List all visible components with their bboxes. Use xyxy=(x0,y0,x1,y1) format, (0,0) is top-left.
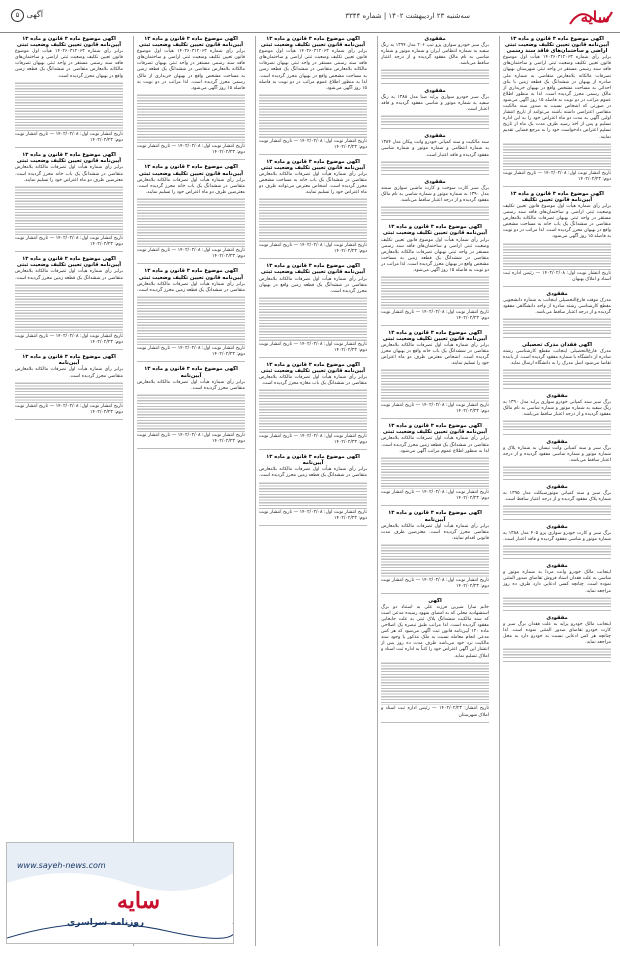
notice-signature: تاریخ انتشار نوبت اول: ۱۴۰۲/۰۲/۰۸ — تاریخ انتشار نوبت دوم: ۱۴۰۲/۰۲/۲۳ xyxy=(259,138,367,150)
column-2 xyxy=(377,36,492,946)
notice-text: مدرک فارغ‌التحصیلی اینجانب مقطع کارشناسی رشته صادره از دانشگاه با شماره مفقود گردیده است. از یابنده تقاضا می‌شود اصل مدرک را به دانشگاه ارسال نماید. xyxy=(503,348,611,367)
notice-title: آگهی موضوع ماده ۳ قانون و ماده ۱۳ آیین‌نامه قانون تعیین تکلیف وضعیت ثبتی xyxy=(138,36,244,49)
ad-paper-name: روزنامه سراسری xyxy=(67,918,145,928)
notice-block xyxy=(503,342,611,389)
notice-title: آگهی موضوع ماده ۳ قانون و ماده ۱۳ آیین‌نامه قانون تعیین تکلیف xyxy=(510,190,604,203)
notice-block xyxy=(15,256,123,350)
column-3 xyxy=(255,36,370,946)
notice-signature: تاریخ انتشار نوبت اول: ۱۴۰۲/۰۲/۰۸ — رئیس اداره ثبت اسناد و املاک بهبهان xyxy=(503,270,611,282)
notice-text-lines xyxy=(381,114,489,125)
notice-text: برابر رأی شماره هیأت اول تصرفات مالکانه بلامعارض متقاضی در ششدانگ یک باب خانه واقع در بهبهان محرز گردیده است. اشخاص معترض ظرف دو ماه اعتراض خود را تسلیم نمایند. xyxy=(381,343,489,367)
notice-text-lines xyxy=(259,296,367,341)
notice-text: اینجانب مالک خودرو وانت مزدا به شماره موتور و شاسی به علت فقدان اسناد فروش تقاضای صدور المثنی نموده است. چنانچه کسی ادعایی دارد ظرف ده روز مراجعه نماید. xyxy=(503,570,611,594)
notice-block xyxy=(503,439,611,481)
notice-signature: تاریخ انتشار نوبت اول: ۱۴۰۲/۰۲/۰۸ — تاریخ انتشار نوبت دوم: ۱۴۰۲/۰۲/۲۳ xyxy=(381,403,489,415)
notice-title: آگهی موضوع ماده ۳ قانون و ماده ۱۳ آیین‌نامه قانون تعیین تکلیف وضعیت ثبتی xyxy=(16,256,122,269)
notice-block xyxy=(137,164,245,264)
notice-title: مفقودی xyxy=(546,393,568,400)
notice-block xyxy=(503,615,611,663)
notice-title: آگهی موضوع ماده ۳ قانون و ماده ۱۳ آیین‌نامه قانون تعیین تکلیف وضعیت ثبتی xyxy=(138,268,244,281)
notice-text-lines xyxy=(503,317,611,334)
notice-block xyxy=(503,484,611,519)
notice-block xyxy=(381,330,489,419)
notice-text: برابر رأی شماره هیأت اول تصرفات مالکانه بلامعارض متقاضی در ششدانگ یک باب خانه به مساحت مشخص محرز گردیده است. اشخاص معترض می‌توانند ظرف دو ماه اعتراض خود را تسلیم نمایند. xyxy=(259,172,367,196)
notice-signature: تاریخ انتشار نوبت اول: ۱۴۰۲/۰۲/۰۸ — تاریخ انتشار نوبت دوم: ۱۴۰۲/۰۲/۲۳ xyxy=(15,236,123,248)
notice-text: مدرک موقت فارغ‌التحصیلی اینجانب به شماره دانشجویی مقطع کارشناسی رشته صادره از واحد دانشگاهی مفقود گردیده و از درجه اعتبار ساقط می‌باشد. xyxy=(503,297,611,315)
notice-signature: تاریخ انتشار نوبت اول: ۱۴۰۲/۰۲/۰۸ — تاریخ انتشار نوبت دوم: ۱۴۰۲/۰۲/۲۳ xyxy=(15,334,123,346)
notice-signature: تاریخ انتشار نوبت اول: ۱۴۰۲/۰۲/۰۸ — تاریخ انتشار نوبت دوم: ۱۴۰۲/۰۲/۲۳ xyxy=(15,404,123,416)
notice-block xyxy=(503,524,611,559)
notice-text: برابر رأی شماره هیأت اول تصرفات مالکانه بلامعارض متقاضی در ششدانگ یک باب خانه محرز گردیده است. معترضین ظرف دو ماه اعتراض خود را تسلیم نمایند. xyxy=(137,177,245,195)
notice-title: آگهی موضوع ماده ۳ قانون و ماده ۱۳ آیین‌نامه قانون تعیین تکلیف وضعیت ثبتی xyxy=(382,224,488,237)
notice-text: برابر رأی شماره هیأت اول تصرفات مالکانه بلامعارض متقاضی در ششدانگ یک قطعه زمین محرز گردیده است. xyxy=(137,281,245,293)
notice-text: برگ سبز خودرو سواری پراید صبا مدل ۱۳۸۸ به رنگ سفید به شماره موتور و شاسی مفقود گردیده و فاقد اعتبار است. xyxy=(381,94,489,112)
column-1 xyxy=(499,36,614,946)
notice-block xyxy=(381,133,489,175)
page-header xyxy=(0,0,620,33)
notice-text-lines xyxy=(259,388,367,433)
notice-text: برابر رأی شماره هیأت اول تصرفات مالکانه بلامعارض متقاضی محرز گردیده است. xyxy=(137,379,245,391)
notice-text: برابر رأی شماره ۱۴۰۲۶۰۳۱۲۰۶۳ هیأت اول موضوع قانون تعیین تکلیف وضعیت ثبتی اراضی و ساختمان‌های فاقد سند رسمی مستقر در واحد ثبتی بهبهان تصرفات مالکانه بلامعارض متقاضی در ششدانگ یک قطعه زمین به مساحت مشخص واقع در بهبهان محرز گردیده است. لذا به منظور اطلاع عموم مراتب در دو نوبت به فاصله ۱۵ روز آگهی می‌شود. xyxy=(259,49,367,91)
notice-text-lines xyxy=(503,142,611,170)
notice-text-lines xyxy=(259,93,367,138)
notice-block xyxy=(381,510,489,593)
notice-title: آگهی موضوع ماده ۳ قانون و ماده ۱۳ آیین‌نامه قانون تعیین تکلیف وضعیت ثبتی xyxy=(16,36,122,49)
notice-block xyxy=(259,36,367,155)
notice-block xyxy=(259,454,367,526)
notice-title: مفقودی xyxy=(546,614,568,621)
notice-title: آگهی xyxy=(428,597,442,604)
notice-block xyxy=(381,36,489,84)
notice-signature: تاریخ انتشار نوبت اول: ۱۴۰۲/۰۲/۰۸ — تاریخ انتشار نوبت دوم: ۱۴۰۲/۰۲/۲۳ xyxy=(137,432,245,445)
notice-block xyxy=(15,36,123,148)
page-label xyxy=(8,9,43,22)
notice-text-lines xyxy=(259,197,367,242)
notice-text-lines xyxy=(381,456,489,490)
notice-signature: تاریخ انتشار نوبت اول: ۱۴۰۲/۰۲/۰۸ — تاریخ انتشار نوبت دوم: ۱۴۰۲/۰۲/۲۳ xyxy=(503,170,611,182)
notice-block xyxy=(381,598,489,723)
page-number: ۵ xyxy=(11,9,24,22)
notice-text-lines xyxy=(503,544,611,555)
notice-title: آگهی موضوع ماده ۳ قانون و ماده ۱۳ آیین‌نامه xyxy=(22,354,116,367)
notice-block xyxy=(15,354,123,420)
notice-text: برگ سبز و کارت خودرو سواری پژو ۴۰۵ مدل ۱۳۸۸ به شماره موتور و شاسی مفقود گردیده و فاقد اعتبار است. xyxy=(503,530,611,542)
notice-title: مفقودی xyxy=(546,563,568,570)
notice-signature: تاریخ انتشار نوبت اول: ۱۴۰۲/۰۲/۰۸ — تاریخ انتشار نوبت دوم: ۱۴۰۲/۰۲/۲۳ xyxy=(259,341,367,353)
notice-title: مفقودی xyxy=(424,87,446,94)
notice-block xyxy=(137,268,245,362)
ad-website: www.sayeh-news.com xyxy=(17,861,106,870)
notice-text: برگ سبز خودرو سواری پژو تیپ ۲۰۶ مدل ۱۳۹۴ به رنگ سفید به شماره انتظامی ایران و شماره موتور و شماره شاسی به نام مالک مفقود گردیده و از درجه اعتبار ساقط می‌باشد. xyxy=(381,43,489,67)
notice-block xyxy=(259,159,367,260)
notice-title: آگهی فقدان مدرک تحصیلی xyxy=(521,341,592,348)
notice-block xyxy=(15,152,123,252)
notice-title: آگهی موضوع ماده ۳ قانون و ماده ۱۳ آیین‌نامه قانون تعیین تکلیف وضعیت ثبتی xyxy=(382,423,488,436)
notice-block xyxy=(259,263,367,357)
newspaper-ad xyxy=(6,842,234,944)
page-label-text: آگهی xyxy=(26,10,43,19)
notice-text: برابر رأی شماره هیأت اول تصرفات مالکانه بلامعارض متقاضی در ششدانگ یک قطعه زمین واقع در بهبهان محرز گردیده است. xyxy=(259,276,367,294)
notice-signature: تاریخ انتشار نوبت اول: ۱۴۰۲/۰۲/۰۸ — تاریخ انتشار نوبت دوم: ۱۴۰۲/۰۲/۲۳ xyxy=(381,490,489,502)
notice-text-lines xyxy=(381,160,489,171)
notice-text-lines xyxy=(503,596,611,607)
notice-text: برابر رأی شماره هیأت اول تصرفات مالکانه بلامعارض متقاضی در ششدانگ یک قطعه زمین محرز گردیده است. xyxy=(15,269,123,281)
notice-block xyxy=(503,563,611,611)
notice-text-lines xyxy=(137,93,245,143)
notice-block xyxy=(503,393,611,435)
notice-text: برگ سبز و سند کمپانی وانت نیسان به شماره پلاک و شماره موتور و شماره شاسی مفقود گردیده و از درجه اعتبار ساقط می‌باشد. xyxy=(503,445,611,463)
notice-text-lines xyxy=(137,393,245,432)
notice-signature: تاریخ انتشار نوبت اول: ۱۴۰۲/۰۲/۰۸ — تاریخ انتشار نوبت دوم: ۱۴۰۲/۰۲/۲۳ xyxy=(381,577,489,589)
brand-logo-text: سایه xyxy=(580,8,610,26)
notice-block xyxy=(137,366,245,449)
notice-text-lines xyxy=(503,368,611,385)
notice-text: برابر رأی شماره هیأت اول تصرفات مالکانه بلامعارض متقاضی محرز گردیده است. xyxy=(15,367,123,379)
notice-text: برگ سبز کارت سوخت و کارت ماشین سواری سمند مدل ۱۳۹۰ به شماره موتور و شماره شاسی به نام مالک مفقود گردیده و از درجه اعتبار ساقط می‌باشد. xyxy=(381,185,489,204)
notice-title: آگهی موضوع ماده ۳ قانون و ماده ۱۳ آیین‌نامه xyxy=(266,454,360,467)
notice-title: آگهی موضوع ماده ۳ قانون و ماده ۱۳ آیین‌نامه xyxy=(388,510,482,523)
notice-block xyxy=(381,179,489,221)
notice-title: مفقودی xyxy=(424,133,446,140)
column-5 xyxy=(12,36,126,946)
notice-text: برابر رأی شماره ۱۴۰۲۶۰۳۱۲۰۶۳ هیأت اول موضوع قانون تعیین تکلیف وضعیت ثبتی اراضی و ساختمان‌های فاقد سند رسمی مستقر در واحد ثبتی بهبهان تصرفات مالکانه بلامعارض متقاضی در ششدانگ یک قطعه زمین به مساحت مشخص واقع در بهبهان خریداری از مالک رسمی محرز گردیده است. لذا مراتب در دو نوبت به فاصله ۱۵ روز آگهی می‌شود. xyxy=(137,49,245,91)
issue-date: سه‌شنبه ۲۳ اردیبهشت ۱۴۰۲ | شماره ۳۳۴۴ xyxy=(345,12,470,20)
notice-text-lines xyxy=(503,419,611,430)
notice-block xyxy=(381,423,489,506)
notice-title: آگهی موضوع ماده ۳ قانون و ماده ۱۳ آیین‌نامه قانون تعیین تکلیف وضعیت ثبتی اراضی و ساختمان‌های فاقد سند رسمی xyxy=(504,36,610,55)
notice-text: برابر رأی شماره ۱۴۰۲۶۰۳۱۲۰۶۳ هیأت اول موضوع قانون تعیین تکلیف وضعیت ثبتی اراضی و ساختمان‌های فاقد سند رسمی مستقر در واحد ثبتی بهبهان تصرفات مالکانه بلامعارض متقاضی در ششدانگ یک قطعه زمین واقع در بهبهان محرز گردیده است. xyxy=(15,49,123,79)
notice-title: آگهی موضوع ماده ۳ قانون و ماده ۱۳ آیین‌نامه قانون تعیین تکلیف وضعیت ثبتی xyxy=(260,158,366,171)
notice-signature: تاریخ انتشار نوبت اول: ۱۴۰۲/۰۲/۰۸ — تاریخ انتشار نوبت دوم: ۱۴۰۲/۰۲/۲۳ xyxy=(137,248,245,260)
notice-block xyxy=(381,88,489,130)
notice-text: برابر رأی شماره هیأت اول تصرفات مالکانه بلامعارض متقاضی در ششدانگ یک قطعه زمین محرز گردیده است. لذا به منظور اطلاع عموم مراتب آگهی می‌شود. xyxy=(381,436,489,454)
notice-title: آگهی موضوع ماده ۳ قانون و ماده ۱۳ آیین‌نامه قانون تعیین تکلیف وضعیت ثبتی xyxy=(16,152,122,165)
notice-text-lines xyxy=(15,185,123,235)
notice-title: مفقودی xyxy=(546,290,568,297)
notice-text-lines xyxy=(503,647,611,658)
notice-text-lines xyxy=(503,242,611,270)
notice-signature: تاریخ انتشار نوبت اول: ۱۴۰۲/۰۲/۰۸ — تاریخ انتشار نوبت دوم: ۱۴۰۲/۰۲/۲۳ xyxy=(381,309,489,321)
notice-title: مفقودی xyxy=(546,484,568,491)
notice-text-lines xyxy=(15,81,123,131)
notice-text: اینجانب مالک خودرو پراید به علت فقدان برگ سبز و کارت خودرو تقاضای صدور المثنی نموده است. لذا چنانچه هر کس ادعایی نسبت به خودرو دارد به محل مراجعه نماید. xyxy=(503,621,611,646)
notice-text-lines xyxy=(381,368,489,402)
notice-text-lines xyxy=(381,543,489,577)
notice-text: خانم سارا شیرین فرزند علی به استناد دو برگ استشهادیه محلی که به امضای شهود رسیده مدعی است که سند مالکیت ششدانگ پلاک ثبتی به علت جابجایی مفقود گردیده است. لذا مراتب طبق تبصره یک اصلاحی ماده ۱۲۰ آیین‌نامه قانون ثبت آگهی می‌شود که هر کس مدعی انجام معامله نسبت به ملک مذکور یا وجود سند مالکیت نزد خود می‌باشد ظرف مدت ده روز پس از انتشار این آگهی اعتراض خود را کتباً به اداره ثبت اسناد و املاک تسلیم نماید. xyxy=(381,604,489,659)
notice-text: برابر رأی شماره هیأت اول موضوع قانون تعیین تکلیف وضعیت ثبتی اراضی و ساختمان‌های فاقد سند رسمی مستقر در واحد ثبتی بهبهان تصرفات مالکانه بلامعارض متقاضی در ششدانگ یک قطعه زمین به مساحت مشخص واقع در بهبهان محرز گردیده است. لذا مراتب در دو نوبت به فاصله ۱۵ روز آگهی می‌شود. xyxy=(381,237,489,273)
notice-block xyxy=(503,191,611,287)
notice-text: برابر رأی شماره هیأت اول تصرفات مالکانه بلامعارض متقاضی در ششدانگ یک باب خانه محرز گردیده است. معترضین ظرف دو ماه اعتراض خود را تسلیم نمایند. xyxy=(15,165,123,183)
notice-title: مفقودی xyxy=(424,36,446,42)
notice-text: برابر رأی شماره هیأت اول تصرفات مالکانه بلامعارض متقاضی در ششدانگ یک باب مغازه محرز گردیده است. xyxy=(259,375,367,387)
notice-text-lines xyxy=(381,205,489,216)
notice-block xyxy=(381,224,489,326)
notice-text-lines xyxy=(137,295,245,345)
ad-logo: سایه xyxy=(117,888,161,914)
notice-title: آگهی موضوع ماده ۳ قانون و ماده ۱۳ آیین‌نامه قانون تعیین تکلیف وضعیت ثبتی xyxy=(382,329,488,342)
notice-text: سند مالکیت و سند کمپانی خودرو وانت پیکان مدل ۱۳۸۴ به شماره انتظامی و شماره موتور و شماره شاسی مفقود گردیده و فاقد اعتبار است. xyxy=(381,140,489,158)
notice-columns xyxy=(6,36,614,946)
notice-signature: تاریخ انتشار نوبت اول: ۱۴۰۲/۰۲/۰۸ — تاریخ انتشار نوبت دوم: ۱۴۰۲/۰۲/۲۳ xyxy=(259,243,367,255)
notice-block xyxy=(503,36,611,187)
notice-title: مفقودی xyxy=(546,523,568,530)
notice-title: آگهی موضوع ماده ۳ قانون و ماده ۱۳ آیین‌نامه قانون تعیین تکلیف وضعیت ثبتی xyxy=(138,164,244,177)
notice-text-lines xyxy=(381,68,489,79)
notice-text: برگ سبز و سند کمپانی موتورسیکلت مدل ۱۳۹۵ به شماره پلاک مفقود گردیده و از درجه اعتبار ساقط است. xyxy=(503,491,611,503)
notice-block xyxy=(137,36,245,160)
notice-text: برابر رأی شماره ۱۴۰۲۶۰۳۱۲۰۶۳ هیأت اول موضوع قانون تعیین تکلیف وضعیت ثبتی اراضی و ساختمان‌های فاقد سند رسمی مستقر در واحد ثبتی شهرستان بهبهان تصرفات مالکانه بلامعارض متقاضی به شماره ملی صادره از بهبهان در ششدانگ یک قطعه زمین با بنای احداثی به مساحت مشخص واقع در بهبهان خریداری از مالک رسمی محرز گردیده است. لذا به منظور اطلاع عموم مراتب در دو نوبت به فاصله ۱۵ روز آگهی می‌شود در صورتی که اشخاص نسبت به صدور سند مالکیت متقاضی اعتراضی داشته باشند می‌توانند از تاریخ انتشار اولین آگهی به مدت دو ماه اعتراض خود را به این اداره تسلیم و پس از اخذ رسید ظرف مدت یک ماه از تاریخ تسلیم اعتراض دادخواست خود را به مرجع قضایی تقدیم نمایند. xyxy=(503,55,611,140)
notice-text: برگ سبز سند کمپانی خودرو سواری پراید مدل ۱۳۹۰ به رنگ سفید به شماره موتور و شماره شاسی به نام مالک مفقود گردیده و از درجه اعتبار ساقط می‌باشد. xyxy=(503,400,611,418)
notice-title: مفقودی xyxy=(546,438,568,445)
notice-block xyxy=(259,362,367,450)
notice-signature: تاریخ انتشار: ۱۴۰۲/۰۲/۲۳ — رئیس اداره ثبت اسناد و املاک شهرستان xyxy=(381,706,489,718)
notice-text: برابر رأی شماره هیأت اول موضوع قانون تعیین تکلیف وضعیت ثبتی اراضی و ساختمان‌های فاقد سند رسمی مستقر در واحد ثبتی بهبهان تصرفات مالکانه بلامعارض متقاضی در ششدانگ یک باب خانه به مساحت مشخص واقع در بهبهان محرز گردیده است. لذا مراتب در دو نوبت به فاصله ۱۵ روز آگهی می‌شود. xyxy=(503,203,611,240)
notice-text-lines xyxy=(381,661,489,706)
notice-signature: تاریخ انتشار نوبت اول: ۱۴۰۲/۰۲/۰۸ — تاریخ انتشار نوبت دوم: ۱۴۰۲/۰۲/۲۳ xyxy=(259,434,367,446)
notice-text-lines xyxy=(137,197,245,247)
notice-title: مفقودی xyxy=(424,178,446,185)
notice-block xyxy=(503,291,611,338)
notice-text-lines xyxy=(15,381,123,403)
notice-title: آگهی موضوع ماده ۳ قانون و ماده ۱۳ آیین‌نامه xyxy=(144,366,238,379)
notice-text-lines xyxy=(381,275,489,309)
notice-title: آگهی موضوع ماده ۳ قانون و ماده ۱۳ آیین‌نامه قانون تعیین تکلیف وضعیت ثبتی xyxy=(260,36,366,49)
notice-signature: تاریخ انتشار نوبت اول: ۱۴۰۲/۰۲/۰۸ — تاریخ انتشار نوبت دوم: ۱۴۰۲/۰۲/۲۳ xyxy=(137,346,245,358)
notice-signature: تاریخ انتشار نوبت اول: ۱۴۰۲/۰۲/۰۸ — تاریخ انتشار نوبت دوم: ۱۴۰۲/۰۲/۲۳ xyxy=(15,132,123,144)
column-4 xyxy=(133,36,248,946)
notice-title: آگهی موضوع ماده ۳ قانون و ماده ۱۳ آیین‌نامه قانون تعیین تکلیف وضعیت ثبتی xyxy=(260,263,366,276)
notice-text-lines xyxy=(15,283,123,333)
notice-text: برابر رأی شماره هیأت اول تصرفات مالکانه بلامعارض متقاضی محرز گردیده است. معترضین ظرف مدت قانونی اقدام نمایند. xyxy=(381,523,489,541)
notice-text: برابر رأی شماره هیأت اول تصرفات مالکانه بلامعارض متقاضی در ششدانگ یک قطعه زمین محرز گردیده است. xyxy=(259,467,367,479)
notice-signature: تاریخ انتشار نوبت اول: ۱۴۰۲/۰۲/۰۸ — تاریخ انتشار نوبت دوم: ۱۴۰۲/۰۲/۲۳ xyxy=(137,144,245,156)
notice-signature: تاریخ انتشار نوبت اول: ۱۴۰۲/۰۲/۰۸ — تاریخ انتشار نوبت دوم: ۱۴۰۲/۰۲/۲۳ xyxy=(259,509,367,521)
notice-text-lines xyxy=(503,465,611,476)
notice-text-lines xyxy=(503,504,611,515)
notice-text-lines xyxy=(259,481,367,509)
notice-title: آگهی موضوع ماده ۳ قانون و ماده ۱۳ آیین‌نامه قانون تعیین تکلیف وضعیت ثبتی xyxy=(260,361,366,374)
